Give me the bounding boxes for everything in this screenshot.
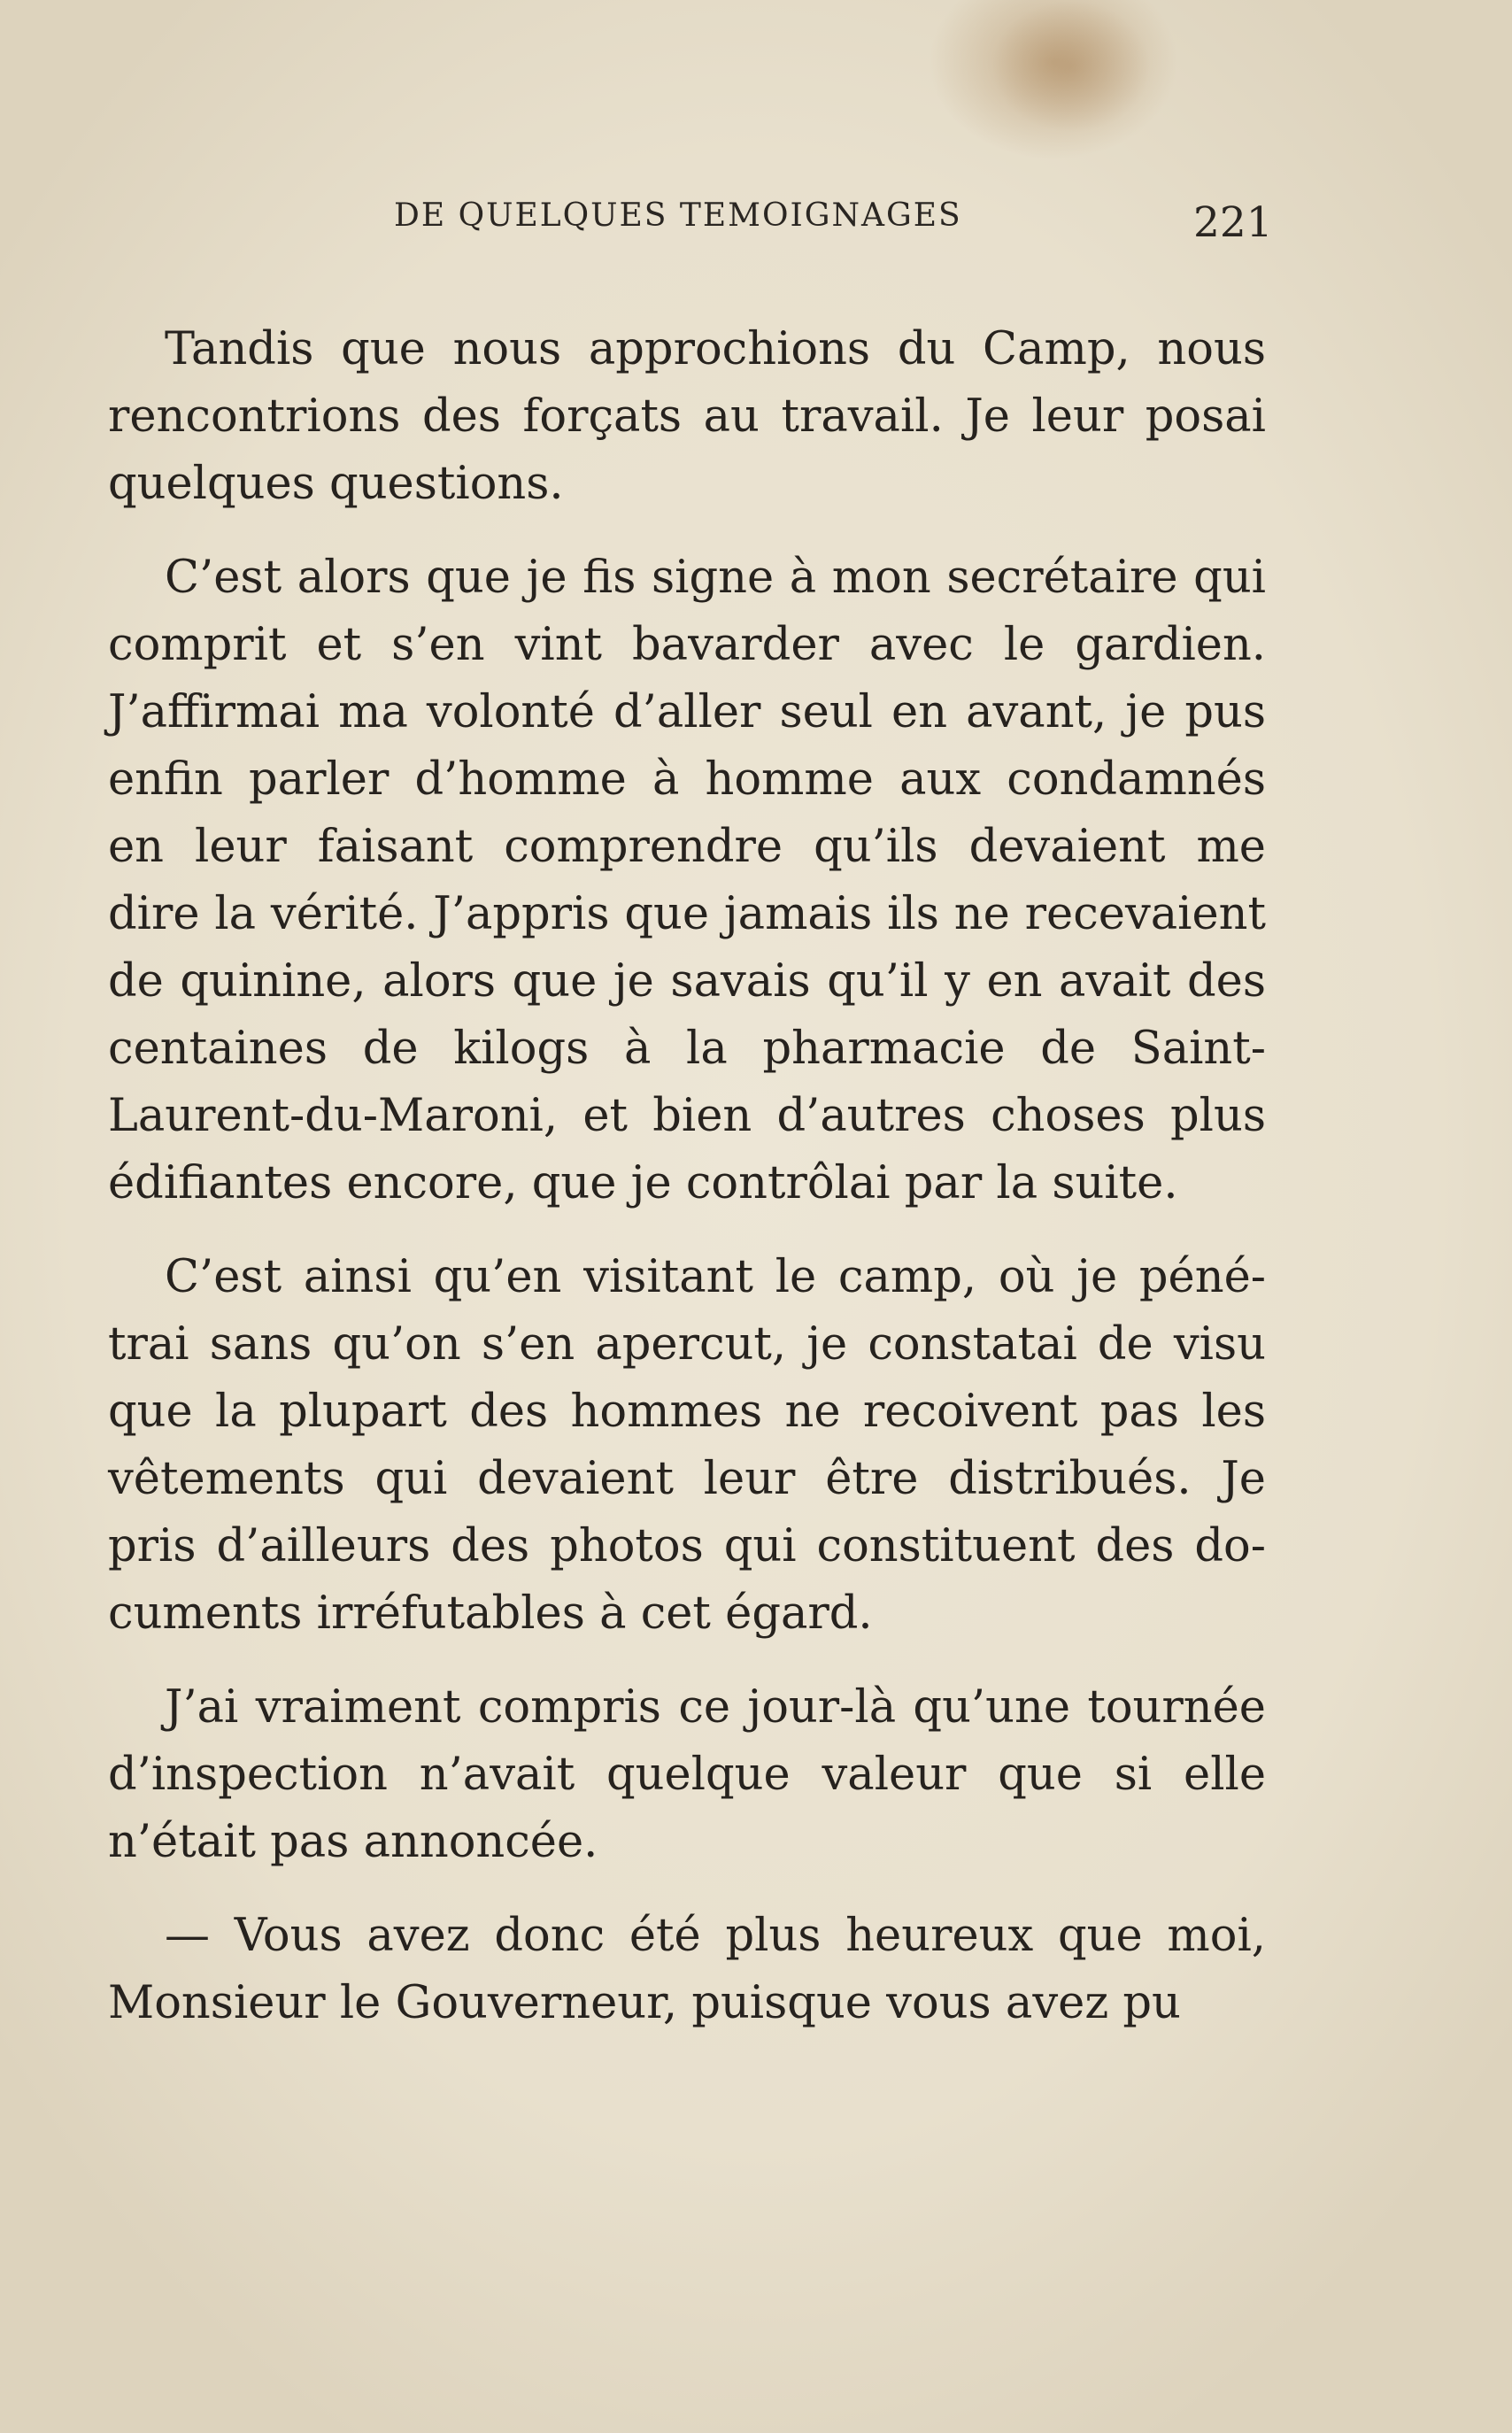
body-text bbox=[108, 316, 1266, 2064]
page-number: 221 bbox=[1193, 198, 1273, 247]
paper-stain bbox=[991, 0, 1151, 133]
paragraph: Tandis que nous approchions du Camp, nous rencontrions des forçats au travail. Je leur posai quelques questions. bbox=[108, 323, 1266, 510]
running-title: DE QUELQUES TEMOIGNAGES bbox=[394, 197, 962, 234]
paragraph: C’est alors que je fis signe à mon secrétaire qui comprit et s’en vint bavarder avec le gardien. J’affirmai ma volonté d’aller seul en avant, je pus enfin parler d’homme à homme aux condamnés en leur faisant comprendre qu’ils devaient me dire la vérité. J’appris que jamais ils ne recevaient de quinine, alors que je savais qu’il y en avait des centaines de kilogs à la pharmacie de Saint-Laurent-du-Maroni, et bien d’autres choses plus édifiantes encore, que je contrôlai par la suite. bbox=[108, 552, 1266, 1209]
paragraph: J’ai vraiment compris ce jour-là qu’une tournée d’inspection n’avait quelque valeur que si elle n’était pas annoncée. bbox=[108, 1681, 1266, 1868]
paragraph: C’est ainsi qu’en visitant le camp, où je pénétrai sans qu’on s’en apercut, je constatai de visu que la plupart des hommes ne recoivent pas les vêtements qui devaient leur être distribués. Je pris d’ailleurs des photos qui constituent des documents irréfutables à cet égard. bbox=[108, 1251, 1266, 1640]
paragraph: — Vous avez donc été plus heureux que moi, Monsieur le Gouverneur, puisque vous avez pu bbox=[108, 1910, 1266, 2029]
